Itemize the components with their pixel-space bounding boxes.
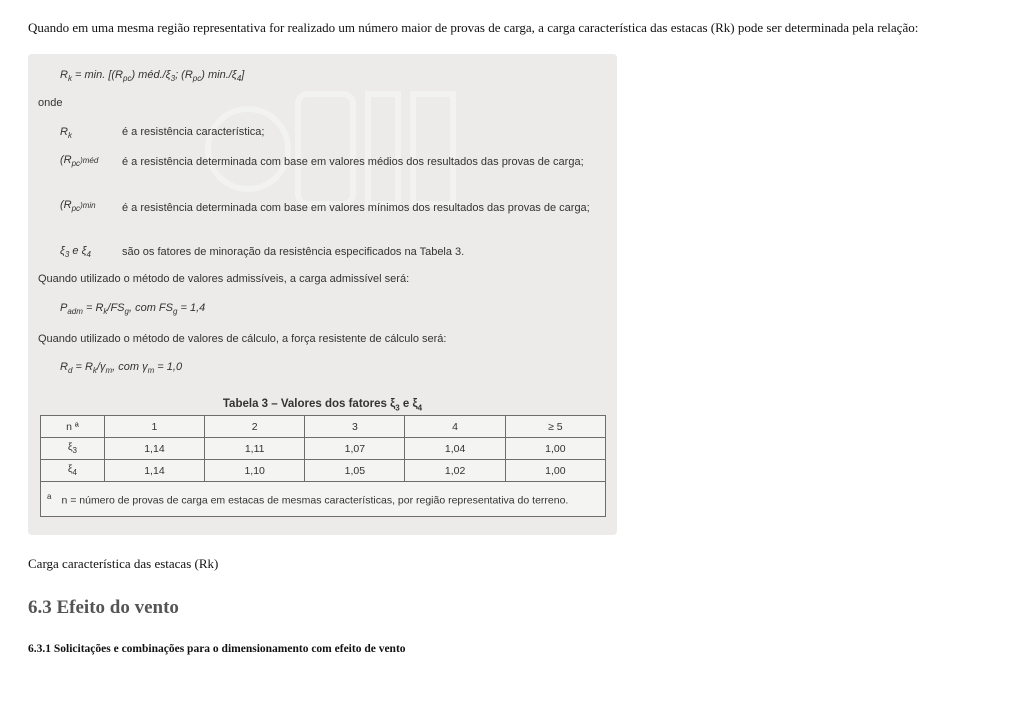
subsection-heading: 6.3.1 Solicitações e combinações para o dimensionamento com efeito de vento — [28, 643, 406, 655]
definition-symbol-xi: $\xi_3$ e $\xi_4$ — [60, 245, 91, 260]
definition-symbol-rpc-med: $(R_{pc})méd$ — [60, 154, 99, 169]
onde-label: onde — [38, 97, 63, 109]
table-header-row — [41, 416, 606, 438]
definition-text-xi: são os fatores de minoração da resistência especificados na Tabela 3. — [122, 246, 465, 258]
definition-text-rk: é a resistência característica; — [122, 126, 265, 138]
table-title: Tabela 3 – Valores dos fatores $\xi_3$ e $\xi_4$ — [222, 398, 423, 413]
table-cell: 1,02 — [405, 460, 505, 482]
table-footnote: $^a$ n = número de provas de carga em estacas de mesmas características, por região representativa do terreno. — [41, 482, 606, 517]
table-note-row — [41, 482, 606, 517]
figure-caption: Carga característica das estacas (Rk) — [28, 556, 219, 571]
intro-paragraph: Quando em uma mesma região representativa for realizado um número maior de provas de carga, a carga característica das estacas (Rk) pode ser determinada pela relação: — [28, 20, 919, 35]
rd-formula: $R_d = R_k/\gamma_m$, com $\gamma_m = 1,0$ — [60, 361, 183, 376]
table-row-label: $\xi_4$ — [41, 460, 105, 482]
padm-formula: $P_{adm} = R_k/FS_g$, com $FS_g = 1,4$ — [60, 302, 206, 317]
definition-text-rpc-med: é a resistência determinada com base em valores médios dos resultados das provas de carga; — [122, 156, 584, 168]
table-cell: 1,00 — [505, 460, 605, 482]
table-cell: 1,14 — [104, 438, 204, 460]
table-cell: 1,10 — [205, 460, 305, 482]
table-cell: 1,00 — [505, 438, 605, 460]
table-header-cell: 1 — [104, 416, 204, 438]
table-header-cell: 2 — [205, 416, 305, 438]
formula-figure — [28, 54, 617, 535]
table-header-cell: ≥ 5 — [505, 416, 605, 438]
table-header-cell: 4 — [405, 416, 505, 438]
table-row — [41, 438, 606, 460]
table-cell: 1,07 — [305, 438, 405, 460]
rk-formula: $R_k = \min$. [$(R_{pc})$ $méd./\xi_3$; $(R_{pc})$ $\min./\xi_4$] — [60, 69, 245, 84]
factors-table — [40, 415, 606, 517]
table-row-label: $\xi_3$ — [41, 438, 105, 460]
section-heading: 6.3 Efeito do vento — [28, 597, 179, 618]
table-header-cell: 3 — [305, 416, 405, 438]
table-cell: 1,05 — [305, 460, 405, 482]
table-cell: 1,11 — [205, 438, 305, 460]
table-row — [41, 460, 606, 482]
table-cell: 1,04 — [405, 438, 505, 460]
table-cell: 1,14 — [104, 460, 204, 482]
table-header-cell: n ª — [41, 416, 105, 438]
admissible-method-text: Quando utilizado o método de valores admissíveis, a carga admissível será: — [38, 273, 410, 285]
definition-symbol-rpc-min: $(R_{pc})\min$ — [60, 199, 96, 214]
definition-text-rpc-min: é a resistência determinada com base em valores mínimos dos resultados das provas de carga; — [122, 202, 590, 214]
definition-symbol-rk: $R_k$ — [60, 126, 72, 141]
calculation-method-text: Quando utilizado o método de valores de cálculo, a força resistente de cálculo será: — [38, 333, 447, 345]
